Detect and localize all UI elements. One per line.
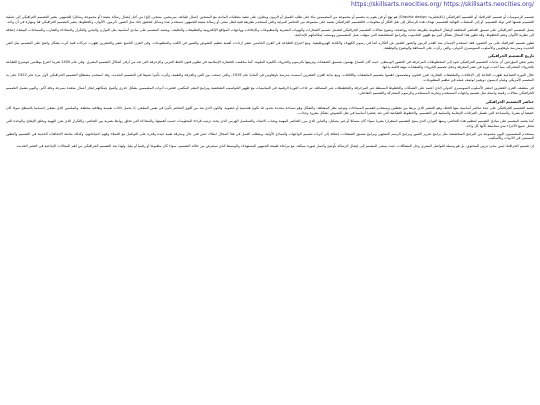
article-paragraph: كما يعتمد المصمم على مبادئ التصميم لتنظيم هذه العناصر، ومنها التوازن الذي يمنح التصميم استقرارا بصريا سواء كان متماثلا أو غير متماثل، والتباين الذي يبرز العناصر المهمة ويجذب الانتباه، والتسلسل الهرمي الذي يحدد ترتيب قراءة المعلومات حسب أهميتها، والمحاذاة التي تخلق روابط بصرية بين العناصر، والتكرار الذي يعزز الهوية ويخلق الإيقاع، والوحدة التي تجعل جميع الأجزاء تبدو متناسقة كأنها كل واحد. bbox=[6, 118, 534, 128]
article-paragraph: يعمل المصمم الجرافيكي على تنسيق العناصر المختلفة لإيصال المعلومة بطريقة جذابة وواضحة، وتتنوع مجالات التصميم الجرافيكي لتشمل تصميم الشعارات والهويات البصرية والمطبوعات والإعلانات وواجهات المواقع الإلكترونية والتطبيقات والتغليف. ويعتمد المصمم على مبادئ أساسية مثل التوازن والتباين والتكرار والمحاذاة والتقارب والمساحات البيضاء، إضافة إلى نظرية الألوان وعلم الخطوط. وقد تطور هذا المجال بشكل كبير مع ظهور الحاسوب والبرامج المتخصصة التي سهلت عمل المصممين ووسعت إمكانياتهم الإبداعية. bbox=[6, 27, 534, 37]
article-paragraph: في منتصف القرن العشرين انتشر الأسلوب السويسري الدولي الذي اعتمد على الشبكات والخطوط البسيطة غير المزخرفة والتخطيطات غير المتماثلة. ثم جاءت الثورة الرقمية في الثمانينيات مع ظهور الحواسيب الشخصية وبرامج النشر المكتبي، فتغيرت أدوات المصممين بشكل جذري وأصبح بإمكانهم إنجاز أعمال معقدة بسرعة ودقة أكبر. واليوم يشمل التصميم الجرافيكي مجالات رقمية واسعة مثل تصميم واجهات المستخدم وتجربة المستخدم والرسوم المتحركة والتصميم التفاعلي. bbox=[6, 86, 534, 95]
article-paragraph: خلال الثورة الصناعية ظهرت الحاجة إلى الإعلانات والملصقات التجارية، فبرز فنانون ومصممون اهتموا بتصميم الملصقات واللافتات. ومع بداية القرن العشرين أسست مدرسة باوهاوس في ألمانيا عام 1919، والتي جمعت بين الفن والحرفة والتقنية، وأثرت تأثيرا عميقا في التصميم الحديث. وقد استخدم مصطلح التصميم الجرافيكي لأول مرة عام 1922 على يد المصمم الأمريكي ويليام أديسون دويغينز لوصف عمله في تنظيم المطبوعات. bbox=[6, 73, 535, 83]
article-paragraph: تطور تصميم الجرافيك على مر العصور، فقد استخدم الإنسان منذ القدم الرموز والصور للتعبير عن أفكاره كما في رسوم الكهوف والكتابة الهيروغليفية. ومع اختراع الطباعة في القرن الخامس عشر ازدادت أهمية تنظيم النصوص والصور في الكتب والمطبوعات. وفي القرن التاسع عشر والعشرين ظهرت حركات فنية أثرت بشكل واضح على التصميم مثل الفن الحديث ومدرسة باوهاوس والأسلوب السويسري الدولي، والتي ركزت على البساطة والوضوح والوظيفة. bbox=[6, 40, 534, 50]
article-paragraph: يعتبر بعض المؤرخين أن بدايات التصميم الجرافيكي تعود إلى المخطوطات المزخرفة في العصور الوسطى، حيث كان النساخ يهتمون بتنسيق الصفحات وتزيينها بالرسوم والحروف الكبيرة الملونة. كما ساهمت الحضارة الإسلامية في تطوير فنون الخط العربي والزخرفة التي تعد من أرقى أشكال التصميم البصري. وفي عام 1450 تقريبا اخترع يوهانس غوتنبرغ الطباعة بالحروف المتحركة، مما أحدث ثورة في نشر المعرفة وجعل تصميم الحروف والصفحات مهنة قائمة بذاتها. bbox=[6, 60, 534, 70]
header-bar bbox=[0, 0, 540, 12]
url-links bbox=[351, 1, 534, 9]
article-paragraph: تصميم الرسوميات أو تصميم الجرافيك أو التصميم الغرافيكي (بالإنجليزية: Graphic design) هو نهج أو فن يقوم به مصمم أو مجموعة من المصممين بناء على طلب العميل أو الزبون ويتعاون على تنفيذ معطيات المادية مع المنتجين (عمال طباعة، مبرمجين، منتجي، إلخ) من أجل إيصال رسالة معينة (أو مجموعة رسائل) للجمهور. يشير التصميم الغرافيكي إلى عملية التصميم نفسها التي تولد التصميم، أو إلى المنتجات النهائية للتصميم. تهدف هذه الرسائل إلى نقل أفكار أو معلومات. فالتصميم الجرافيكي يعتمد على مجموعة من العناصر المرئية والتي تُستخدم بطريقة فنية لنقل معنى أو رسالة معينة للجمهور. تستخدم عدة وسائل لتحقيق ذلك مثل الصور، الرموز، الألوان، والخطوط. يعتبر التصميم الغرافيكي فنا ومهارة في آن واحد. bbox=[6, 15, 534, 24]
article-body bbox=[0, 12, 540, 149]
site-link-2[interactable]: https://skillsarts.neocities.org/ bbox=[443, 1, 534, 8]
site-link-1[interactable]: https://skillsarts.neocities.org/ bbox=[351, 1, 442, 8]
section-heading: تاريخ التصميم الجرافيكي bbox=[487, 53, 534, 59]
article-paragraph: يستخدم المصممون اليوم مجموعة من البرامج المتخصصة مثل برامج تحرير الصور وبرامج الرسم المتجهي وبرامج تنسيق الصفحات، إضافة إلى أدوات تصميم الواجهات والنماذج الأولية. ويتطلب العمل في هذا المجال امتلاك حس فني عال ومعرفة تقنية جيدة وقدرة على التواصل مع العملاء وفهم احتياجاتهم، وكذلك متابعة الاتجاهات الحديثة في التصميم والتطور المستمر في الأدوات والأساليب. bbox=[6, 131, 534, 141]
article-paragraph: يعتمد التصميم الجرافيكي على عدة عناصر أساسية منها الخط، وهو العنصر الذي يربط بين نقطتين ويستخدم لتقسيم المساحات وتوجيه نظر المشاهد. والشكل وهو مساحة محددة بحدود قد تكون هندسية أو عضوية. واللون الذي يعد من أقوى العناصر تأثيرا في نفس المتلقي، إذ يحمل دلالات نفسية وثقافية مختلفة. والملمس الذي يضفي إحساسا بالسطح سواء كان حقيقيا أو بصريا. والمساحة التي تشمل الفراغات الإيجابية والسلبية في التصميم. والخطوط الطباعية التي تعد عنصرا أساسيا في نقل النصوص بشكل مقروء وجذاب. bbox=[6, 105, 534, 115]
section-heading: عناصر التصميم الجرافيكي bbox=[485, 98, 534, 104]
article-paragraph: إن تصميم الجرافيك ليس مجرد تزيين للمحتوى، بل هو وسيلة للتواصل البصري وحل المشكلات، حيث يسعى المصمم إلى إيصال الرسالة بأوضح وأجمل صورة ممكنة، مع مراعاة طبيعة الجمهور المستهدف والوسيط الذي سيعرض من خلاله التصميم، سواء كان مطبوعا أو رقميا أو بيئيا. ولهذا يعد التصميم الجرافيكي من أهم المجالات الإبداعية في العصر الحديث. bbox=[15, 144, 534, 149]
